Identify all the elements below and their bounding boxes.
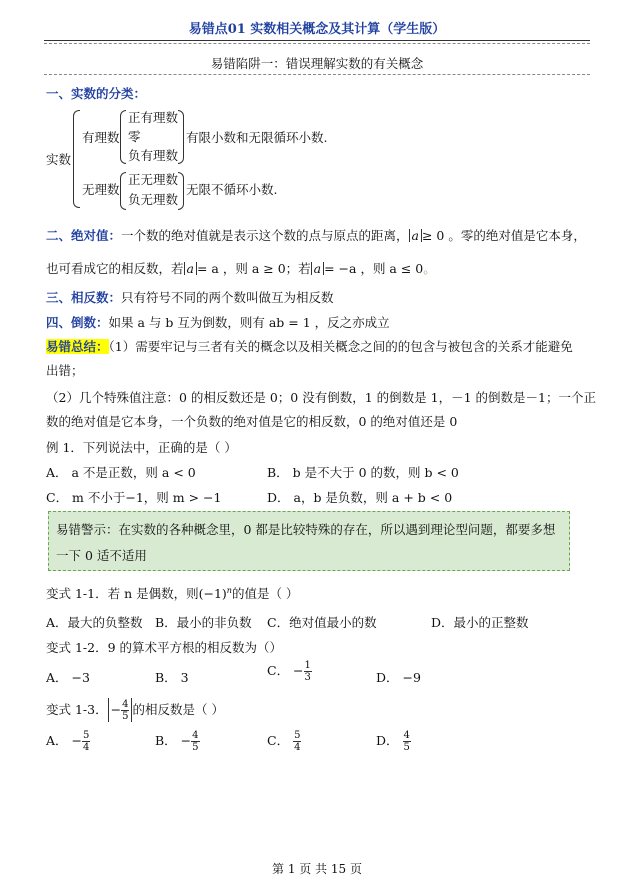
abs-expression-3: a: [311, 262, 324, 275]
tree-bracket-irrational-right: [178, 172, 184, 210]
variant11-stem-b: 的值是（ ）: [231, 586, 299, 601]
abs-line2-c: = −a ，则 a ≤ 0: [324, 261, 424, 276]
variant11-option-a: A．最大的负整数: [46, 615, 143, 630]
variant11-option-c: C．绝对值最小的数: [267, 615, 377, 630]
variant12-option-c: [267, 660, 312, 683]
abs-expression: a: [409, 229, 422, 242]
tree-rational-note: 有限小数和无限循环小数.: [186, 130, 328, 145]
tree-root: 实数: [46, 152, 72, 167]
summary-label: 易错总结：: [46, 339, 109, 354]
variant11-exponent: n: [226, 585, 232, 595]
example1-option-b: B． b 是不大于 0 的数，则 b < 0: [267, 465, 459, 480]
summary-p2a: （2）几个特殊值注意：0 的相反数还是 0；0 没有倒数，1 的倒数是 1，－1 的倒数是－1；一个正: [46, 390, 596, 405]
header-rule-dashed: [44, 43, 590, 44]
reciprocal-text: 如果 a 与 b 互为倒数，则有 ab = 1 ，反之亦成立: [108, 315, 390, 330]
variant13-option-b: B． − $\frac{4}{5}$: [155, 730, 199, 753]
heading-opposite: 三、相反数：: [46, 290, 122, 305]
example1-option-d: D． a，b 是负数，则 a + b < 0: [267, 490, 453, 505]
tree-neg-irrational: 负无理数: [128, 192, 179, 207]
section-subtitle: 易错陷阱一：错误理解实数的有关概念: [210, 56, 424, 71]
variant11-option-d: D．最小的正整数: [431, 615, 529, 630]
page-footer: 第 1 页 共 15 页: [272, 862, 362, 876]
tree-bracket-root: [73, 110, 80, 208]
warning-line2: 一下 0 适不适用: [56, 548, 147, 563]
example1-option-a: A． a 不是正数，则 a < 0: [46, 465, 196, 480]
abs-def-text2: ≥ 0 。零的绝对值是它本身，: [421, 228, 586, 243]
variant12-option-d: D． −9: [376, 670, 421, 685]
example1-option-c: C． m 不小于−1，则 m > −1: [46, 490, 222, 505]
summary-line1: [46, 337, 573, 355]
tree-rational: 有理数: [82, 130, 120, 145]
summary-p2b: 数的绝对值是它本身，一个负数的绝对值是它的相反数，0 的绝对值还是 0: [46, 414, 458, 429]
variant12-option-b: B． 3: [155, 670, 189, 685]
variant13-abs: − $\frac{4}{5}$: [108, 698, 133, 722]
tree-bracket-rational: [120, 110, 126, 164]
document-title: 易错点01 实数相关概念及其计算（学生版）: [188, 22, 446, 37]
tree-irrational: 无理数: [82, 182, 120, 197]
heading-absolute-value: 二、绝对值：: [46, 228, 122, 243]
heading-classification: 一、实数的分类：: [46, 86, 147, 101]
variant13-option-d: D． $\frac{4}{5}$: [376, 730, 410, 753]
tree-irrational-note: 无限不循环小数.: [186, 182, 278, 197]
heading-reciprocal: 四、倒数：: [46, 315, 109, 330]
variant13-option-a: A． − $\frac{5}{4}$: [46, 730, 90, 753]
tree-pos-irrational: 正无理数: [128, 172, 179, 187]
warning-line1: 易错警示：在实数的各种概念里，0 都是比较特殊的存在，所以遇到理论型问题，都要多想: [56, 522, 556, 537]
variant12-option-a: A． −3: [46, 670, 90, 685]
variant11-option-b: B．最小的非负数: [155, 615, 252, 630]
example1-stem: 例 1．下列说法中，正确的是（ ）: [46, 440, 237, 455]
abs-line2-b: = a ，则 a ≥ 0；若: [196, 261, 311, 276]
summary-p1b: 出错；: [46, 363, 84, 378]
tree-bracket-rational-right: [178, 110, 184, 164]
variant12-stem: 变式 1-2．9 的算术平方根的相反数为（）: [46, 640, 283, 655]
opposite-text: 只有符号不同的两个数叫做互为相反数: [121, 290, 334, 305]
absolute-value-line1: [46, 226, 586, 244]
summary-p1a: （1）需要牢记与三者有关的概念以及相关概念之间的的包含与被包含的关系才能避免: [108, 339, 573, 354]
abs-line2-a: 也可看成它的相反数，若: [46, 261, 184, 276]
absolute-value-line2: [46, 259, 436, 277]
tree-neg-rational: 负有理数: [128, 148, 179, 163]
variant11-expression: (−1): [198, 586, 227, 601]
variant13-stem-b: 的相反数是（ ）: [132, 702, 224, 717]
variant13-stem: [46, 698, 224, 722]
subtitle-rule: [44, 74, 590, 75]
opposite-number-line: [46, 288, 334, 306]
tree-zero: 零: [128, 129, 141, 144]
variant11-stem-a: 变式 1-1．若 n 是偶数，则: [46, 586, 199, 601]
reciprocal-line: [46, 313, 390, 331]
abs-def-text: 一个数的绝对值就是表示这个数的点与原点的距离，: [121, 228, 409, 243]
tree-bracket-irrational: [120, 172, 126, 210]
variant12-c-fraction: $\frac{1}{3}$: [304, 660, 311, 683]
abs-line2-d: 。: [423, 261, 436, 276]
variant13-option-c: C． $\frac{5}{4}$: [267, 730, 301, 753]
variant13-stem-a: 变式 1-3．: [46, 702, 108, 717]
tree-pos-rational: 正有理数: [128, 110, 179, 125]
variant12-c-prefix: C． −: [267, 663, 304, 678]
abs-expression-2: a: [184, 262, 197, 275]
header-rule: [44, 40, 590, 41]
variant11-stem: [46, 584, 298, 602]
